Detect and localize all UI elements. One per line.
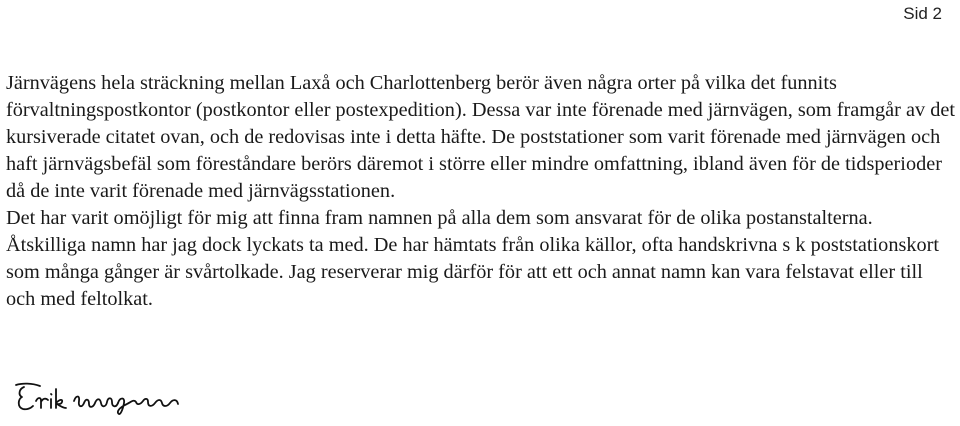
signature-icon bbox=[10, 377, 190, 421]
paragraph-2: Det har varit omöjligt för mig att finna fram namnen på alla dem som ansvarat för de olika postanstalterna. Åtskilliga namn har jag dock lyckats ta med. De har hämtats från olika källor, ofta handskrivna s k poststationskort som många gånger är svårtolkade. Jag reserverar mig därför för att ett och annat namn kan vara felstavat eller till och med feltolkat. bbox=[6, 207, 940, 310]
page-number: Sid 2 bbox=[903, 4, 942, 23]
document-body bbox=[6, 70, 956, 313]
handwritten-signature bbox=[10, 377, 190, 421]
paragraph-1: Järnvägens hela sträckning mellan Laxå och Charlottenberg berör även några orter på vilka det funnits förvaltningspostkontor (postkontor eller postexpedition). Dessa var inte förenade med järnvägen, som framgår av det kursiverade citatet ovan, och de redovisas inte i detta häfte. De poststationer som varit förenade med järnvägen och haft järnvägsbefäl som föreståndare berörs däremot i större eller mindre omfattning, ibland även för de tidsperioder då de inte varit förenade med järnvägsstationen. bbox=[6, 72, 956, 202]
